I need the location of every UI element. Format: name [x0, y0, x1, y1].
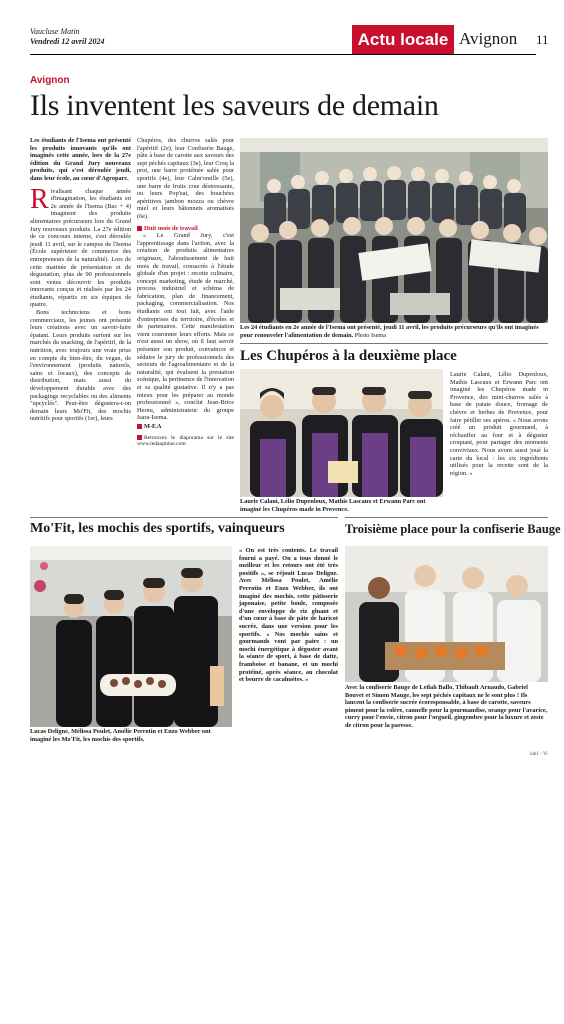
article-lead: Les étudiants de l'Isema ont présenté les produits innovants qu'ils ont imaginés cette année, lors de la 27e édition du Grand Jury nouveaux produits, qui s'est déroulée jeudi, dans leur école, au cœur d'Agroparc. [30, 137, 131, 182]
first-place-title: Mo'Fit, les mochis des sportifs, vainqueurs [30, 521, 285, 536]
third-place-photo [345, 546, 548, 682]
article-body-1: Rivalisant chaque année d'imagination, les étudiants en 2e année de l'Isema (Bac + 4) imaginent des produits alimentaires précurseurs lors du Grand Jury nouveaux produits. La 27e édition de ce concours interne, s'est déroulée jeudi 11 avril, sur le campus de l'Isema (École supérieure de commerce des entrepreneurs de la naturalité). Lors de cette matinée de présentation et de dégustation, plus de 90 professionnels sont venus découvrir les produits innovants conçus et réalisés par les 24 étudiants, répartis en six équipes de quatre. [30, 183, 131, 309]
main-photo-caption: Les 24 étudiants en 2e année de l'Isema ont présenté, jeudi 11 avril, les produits précurseurs qu'ils ont imaginés pour renouveler l'alimentation de demain. Photo Isema [240, 324, 539, 339]
arrow-bullet-icon [137, 435, 142, 440]
newspaper-name: Vaucluse Matin [30, 27, 80, 36]
article-body-3: Chupéros, des churros salés pour l'apéritif (2e), leur Confiserie Bauge, pâte à base de carotte aux saveurs des sept péchés capitaux (3e), leur Croq la prot, une barre protéinée salée pour sportifs (4e), leur Calm'omille (5e), une barre de fruits crue déstressante, ou leurs Pop'eat, des bouchées apéritives jambon mozza ou chèvre miel et leurs bâtonnets aromatisés (6e). [137, 137, 234, 220]
third-place-title: Troisième place pour la confiserie Bauge [345, 522, 561, 536]
masthead [30, 27, 104, 47]
first-place-text: « On est très contents. Le travail fourni a payé. On a tous donné le meilleur et les retours ont été très positifs », se réjouit Lucas Deligne. Avec Mélissa Poulet, Amélie Perrotin et Enzo Webber, ils ont imaginé des mochis, cette pâtisserie japonaise, petite boule, composée d'une enveloppe de riz gluant et d'un cœur à base de pâte de haricot sucrée, dans une version pour les sportifs. « Nos mochis sains et gourmands vont par paire : un mochi énergétique à déguster avant la séance de sport, à base de datte, framboise et banane, et un mochi protéiné, après séance, au chocolat et beurre de cacahuètes. » [239, 547, 338, 684]
square-bullet-icon [137, 226, 142, 231]
mofit-team-illustration [30, 546, 232, 727]
section-divider [30, 517, 338, 518]
footer-code: iuh1 - Vi [530, 752, 548, 757]
page-number: 11 [536, 32, 549, 47]
main-group-photo [240, 138, 548, 323]
article-kicker: Avignon [30, 75, 70, 86]
first-place-caption: Lucas Deligne, Mélissa Poulet, Amélie Perrotin et Enzo Webber ont imaginé les Mo'Fit, les mochis des sportifs. [30, 728, 211, 743]
first-place-photo [30, 546, 232, 727]
second-place-title: Les Chupéros à la deuxième place [240, 348, 457, 364]
header-rule [30, 54, 536, 55]
second-place-caption: Laurie Calani, Lélio Dupenloux, Mathis Lascaux et Erwann Parc ont imaginé les Chupéros made in Provence. [240, 498, 426, 513]
section-badge[interactable]: Actu locale [352, 25, 454, 55]
article-body-4: « Le Grand Jury, c'est l'apprentissage dans l'action, avec la création de produits alimentaires originaux, l'aboutissement de huit mois de travail, consacrés à l'étude globale d'un projet : recette culinaire, concept marketing, étude de marché, process industriel et schéma de fabrication, plan de financement, packaging, commercialisation. Nos étudiants ont tout fait, avec l'aide d'entreprises du territoire, d'écoles et de partenaires. Cette manifestation vient couronner leurs efforts. Mais ce n'est aussi un show, où il faut savoir présenter son produit, convaincre et séduire le jury de professionnels des secteurs de l'agroalimentaire et de la naturalité, qui évaluent la prestation scénique, la pertinence de l'innovation et sa qualité gustative. Il n'y a pas mieux pour les préparer au monde professionnel », conclut Jean-Brice Hernu, administrateur du groupe Isara-Isema. [137, 232, 234, 422]
second-place-photo [240, 369, 443, 497]
article-signature: M-F.A [137, 423, 234, 431]
section-divider [345, 517, 548, 518]
section-city: Avignon [459, 29, 518, 48]
photo-credit: Photo Isema [354, 331, 387, 339]
web-link-note[interactable]: Retrouvez le diaporama sur le site www.ledauphine.com [137, 434, 234, 448]
article-headline: Ils inventent les saveurs de demain [30, 89, 439, 122]
third-place-caption: Avec la confiserie Bauge de Leïlah Ballo, Thibault Arnaudo, Gabriel Bouvet et Simon Mauge, les sept péchés capitaux ne le sont plus ! Ils lancent la confiserie sucrée écoresponsable, à base de carotte, saveurs piment pour la colère, cannelle pour la gourmandise, orange pour l'avarice, curry pour l'envie, citron pour l'orgueil, gingembre pour la luxure et zeste de citron pour la paresse. [345, 684, 548, 729]
square-bullet-icon [137, 424, 142, 429]
group-photo-illustration [240, 138, 548, 323]
article-intertitle: Huit mois de travail [137, 225, 234, 233]
article-column-2 [137, 137, 234, 448]
chuperos-team-illustration [240, 369, 443, 497]
bauge-team-illustration [345, 546, 548, 682]
issue-date: Vendredi 12 avril 2024 [30, 37, 105, 46]
article-body-2: Bons techniciens et bons commerciaux, les jeunes ont présenté leurs créations avec un savoir-faire épatant. Leurs produits surfent sur les marchés du snacking, de l'apéritif, de la nutrition, avec toujours une vraie prise en compte du bien-être, du vegan, de l'environnement (produits naturels, sains et locaux), des concepts de distribution, mais aussi du développement durable avec des packagings recyclables ou des aliments "upcyclés". Peut-être dégustera-t-on demain leurs Mo'Fit, des mochis nutritifs pour sportifs (1er), leurs [30, 309, 131, 423]
article-column-1 [30, 137, 131, 423]
second-place-text: Laurie Calani, Lélio Dupenloux, Mathis Lascaux et Erwann Parc ont imaginé les Chupéros made in Provence, des mini-churros salés à base de patate douce, fromage de chèvre et herbes de Provence, pour faire pétiller ses apéros. « Nous avons créé un produit gourmand, à réchauffer au four et à déguster croquant, pour partager des moments conviviaux. Nous avons aussi joué la carte du local : les six ingrédients utilisés pour la recette sont de la région. » [450, 371, 548, 477]
dropcap: R [30, 183, 49, 215]
section-divider [240, 343, 548, 344]
